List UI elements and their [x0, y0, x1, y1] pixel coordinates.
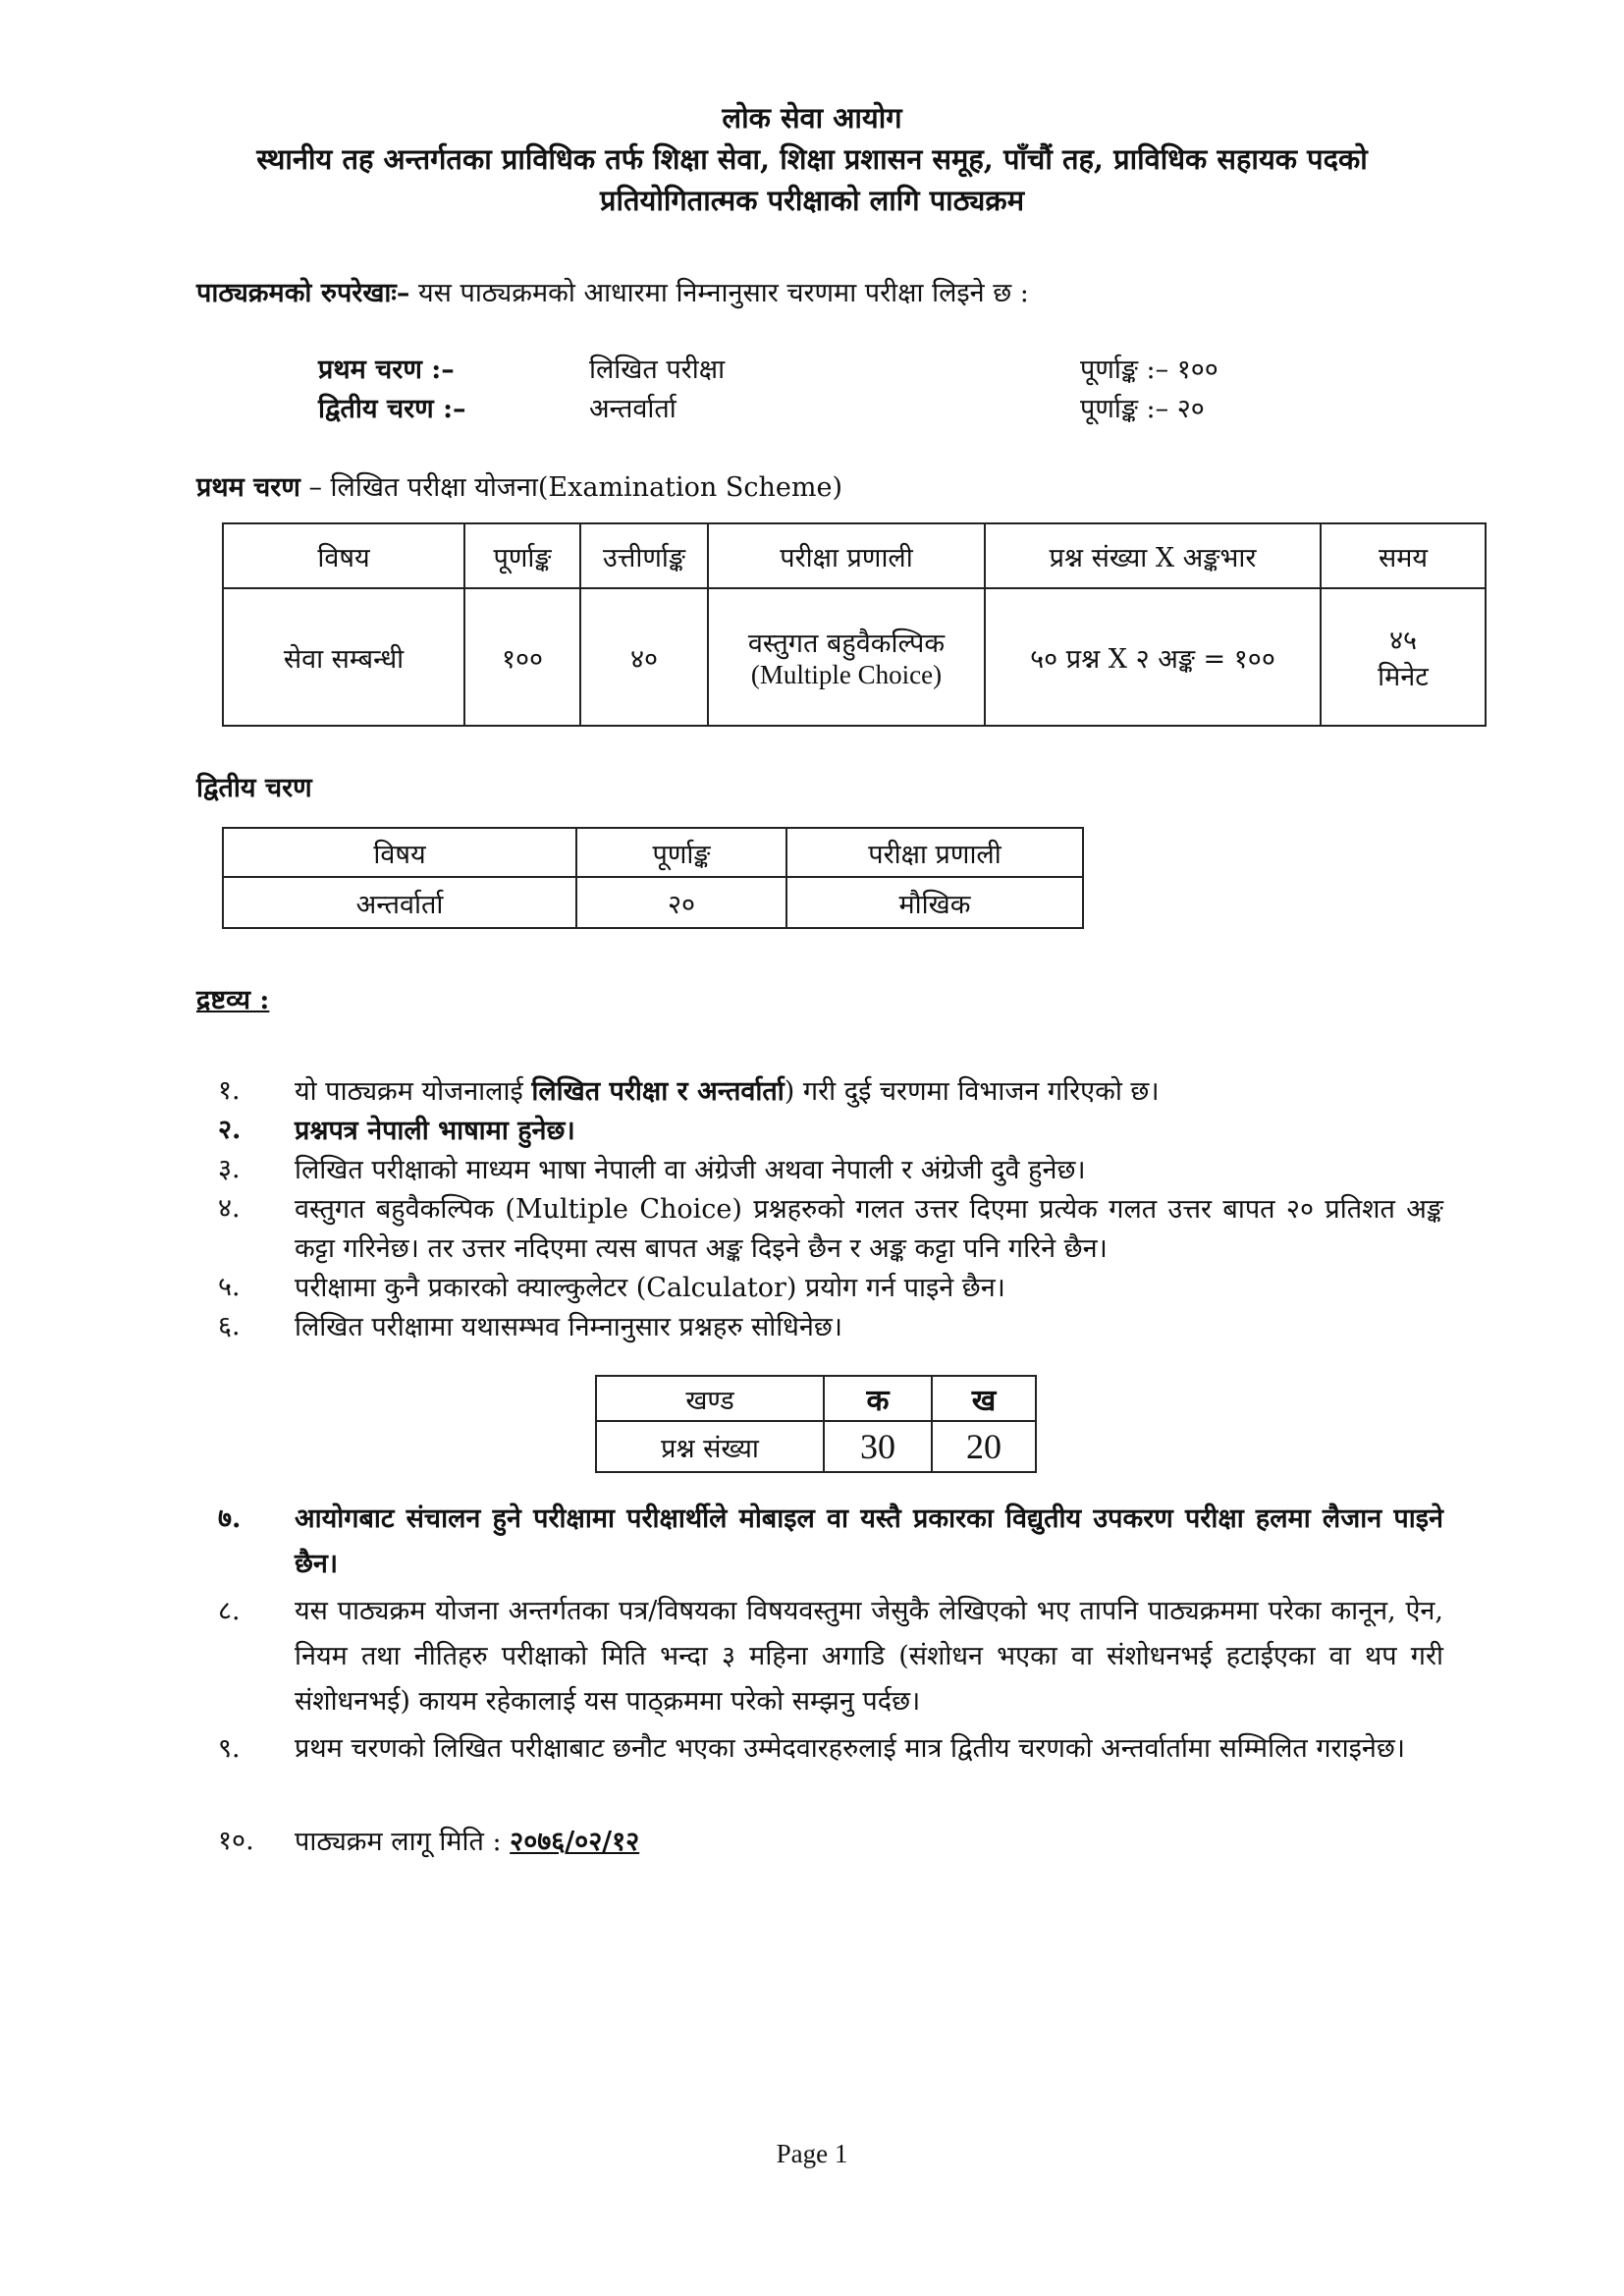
stage1-heading-rest: – लिखित परीक्षा योजना(Examination Scheme) — [308, 472, 842, 503]
cell-pass-marks: ४० — [580, 588, 708, 726]
page-number: Page 1 — [776, 2139, 848, 2168]
note-number: ५. — [218, 1272, 241, 1302]
note-text: वस्तुगत बहुवैकल्पिक (Multiple Choice) प्रश्नहरुको गलत उत्तर दिएमा प्रत्येक गलत उत्तर बापत २० प्रतिशत अङ्क कट्टा गरिनेछ। तर उत्तर नदिएमा त्यस बापत अङ्क दिइने छैन र अङ्क कट्टा पनि गरिने छैन। — [295, 1194, 1443, 1264]
stage-name-2: द्वितीय चरण :– — [318, 394, 466, 424]
note-number: ७. — [218, 1503, 242, 1534]
col-subject: विषय — [223, 828, 576, 877]
stage2-table — [222, 827, 1084, 929]
cell-subject: सेवा सम्बन्धी — [223, 588, 464, 726]
note-text: आयोगबाट संचालन हुने परीक्षामा परीक्षार्थीले मोबाइल वा यस्तै प्रकारका विद्युतीय उपकरण परीक्षा हलमा लैजान पाइने छैन। — [295, 1503, 1443, 1579]
note-text: परीक्षामा कुनै प्रकारको क्याल्कुलेटर (Calculator) प्रयोग गर्न पाइने छैन। — [295, 1273, 1005, 1303]
note-text-pre: यो पाठ्यक्रम योजनालाई — [295, 1076, 532, 1107]
cell-ka-count: 30 — [824, 1421, 932, 1472]
note-number: ४. — [218, 1193, 241, 1224]
col-exam-method: परीक्षा प्रणाली — [708, 523, 985, 588]
col-ka: क — [824, 1376, 932, 1421]
header-caption: प्रतियोगितात्मक परीक्षाको लागि पाठ्यक्रम — [599, 184, 1025, 217]
note-number: ८. — [218, 1596, 241, 1626]
time-value: ४५ — [1388, 626, 1418, 656]
outline-line — [196, 275, 1029, 312]
note-number: २. — [218, 1115, 242, 1145]
cell-exam-method: मौखिक — [786, 877, 1083, 928]
note-text — [295, 1072, 1443, 1112]
stage1-heading-bold: प्रथम चरण — [196, 472, 300, 503]
cell-question-count-label: प्रश्न संख्या — [596, 1421, 824, 1472]
effective-date: २०७६/०२/१२ — [510, 1827, 640, 1857]
note-text: यस पाठ्यक्रम योजना अन्तर्गतका पत्र/विषयका विषयवस्तुमा जेसुकै लेखिएको भए तापनि पाठ्यक्रममा परेका कानून, ऐन, नियम तथा नीतिहरु परीक्षाको मिति भन्दा ३ महिना अगाडि (संशोधन भएका वा संशोधनभई हटाईएका वा थप गरी संशोधनभई) कायम रहेकालाई यस पाठ्क्रममा परेको सम्झनु पर्दछ। — [295, 1596, 1443, 1717]
stage1-table — [222, 522, 1487, 727]
cell-exam-method — [708, 588, 985, 726]
cell-questions: ५० प्रश्न X २ अङ्क = १०० — [985, 588, 1321, 726]
note-number: ९. — [218, 1733, 241, 1764]
table-row — [223, 877, 1083, 928]
header-subtitle: स्थानीय तह अन्तर्गतका प्राविधिक तर्फ शिक्षा सेवा, शिक्षा प्रशासन समूह, पाँचौं तह, प्राविधिक सहायक पदको — [256, 142, 1368, 176]
col-exam-method: परीक्षा प्रणाली — [786, 828, 1083, 877]
cell-full-marks: २० — [576, 877, 786, 928]
outline-label: पाठ्यक्रमको रुपरेखाः– — [196, 278, 410, 308]
col-kha: ख — [932, 1376, 1036, 1421]
table-row — [596, 1421, 1036, 1472]
stage-name-1: प्रथम चरण :– — [318, 355, 455, 385]
stage-marks-2: पूर्णाङ्क :– २० — [1080, 394, 1205, 424]
cell-time — [1321, 588, 1486, 726]
col-section: खण्ड — [596, 1376, 824, 1421]
exam-method-line1: वस्तुगत बहुवैकल्पिक — [747, 629, 946, 659]
note-text: लिखित परीक्षामा यथासम्भव निम्नानुसार प्रश्नहरु सोधिनेछ। — [295, 1312, 843, 1342]
section-table — [595, 1375, 1037, 1473]
cell-full-marks: १०० — [464, 588, 580, 726]
note-text: प्रथम चरणको लिखित परीक्षाबाट छनौट भएका उम्मेदवारहरुलाई मात्र द्वितीय चरणको अन्तर्वार्तामा सम्मिलित गराइनेछ। — [295, 1733, 1405, 1764]
stage-type-1: लिखित परीक्षा — [589, 355, 726, 385]
outline-text: यस पाठ्यक्रमको आधारमा निम्नानुसार चरणमा परीक्षा लिइने छ : — [417, 278, 1029, 308]
header-title: लोक सेवा आयोग — [722, 101, 902, 135]
stage1-heading — [196, 469, 842, 507]
time-unit: मिनेट — [1378, 662, 1429, 692]
col-subject: विषय — [223, 523, 464, 588]
cell-kha-count: 20 — [932, 1421, 1036, 1472]
table-header-row — [223, 523, 1486, 588]
col-questions: प्रश्न संख्या X अङ्कभार — [985, 523, 1321, 588]
col-pass-marks: उत्तीर्णाङ्क — [580, 523, 708, 588]
stage2-heading: द्वितीय चरण — [196, 773, 312, 803]
table-header-row — [596, 1376, 1036, 1421]
col-full-marks: पूर्णाङ्क — [576, 828, 786, 877]
effective-date-label: पाठ्यक्रम लागू मिति : — [295, 1827, 511, 1857]
cell-subject: अन्तर्वार्ता — [223, 877, 576, 928]
table-header-row — [223, 828, 1083, 877]
note-number: ६. — [218, 1311, 241, 1341]
exam-method-line2: (Multiple Choice) — [750, 660, 943, 689]
note-text: प्रश्नपत्र नेपाली भाषामा हुनेछ। — [295, 1116, 575, 1146]
stage-type-2: अन्तर्वार्ता — [589, 394, 677, 424]
table-row — [223, 588, 1486, 726]
note-text-bold: लिखित परीक्षा र अन्तर्वार्ता — [531, 1076, 785, 1107]
note-text: लिखित परीक्षाको माध्यम भाषा नेपाली वा अंग्रेजी अथवा नेपाली र अंग्रेजी दुवै हुनेछ। — [295, 1155, 1086, 1185]
note-text — [295, 1823, 1443, 1862]
note-number: १०. — [218, 1826, 254, 1856]
note-number: १. — [218, 1075, 241, 1106]
stage-marks-1: पूर्णाङ्क :– १०० — [1080, 355, 1218, 385]
notes-heading: द्रष्टव्य : — [196, 985, 270, 1015]
note-number: ३. — [218, 1154, 241, 1184]
col-time: समय — [1321, 523, 1486, 588]
col-full-marks: पूर्णाङ्क — [464, 523, 580, 588]
note-text-post: ) गरी दुई चरणमा विभाजन गरिएको छ। — [784, 1076, 1160, 1107]
